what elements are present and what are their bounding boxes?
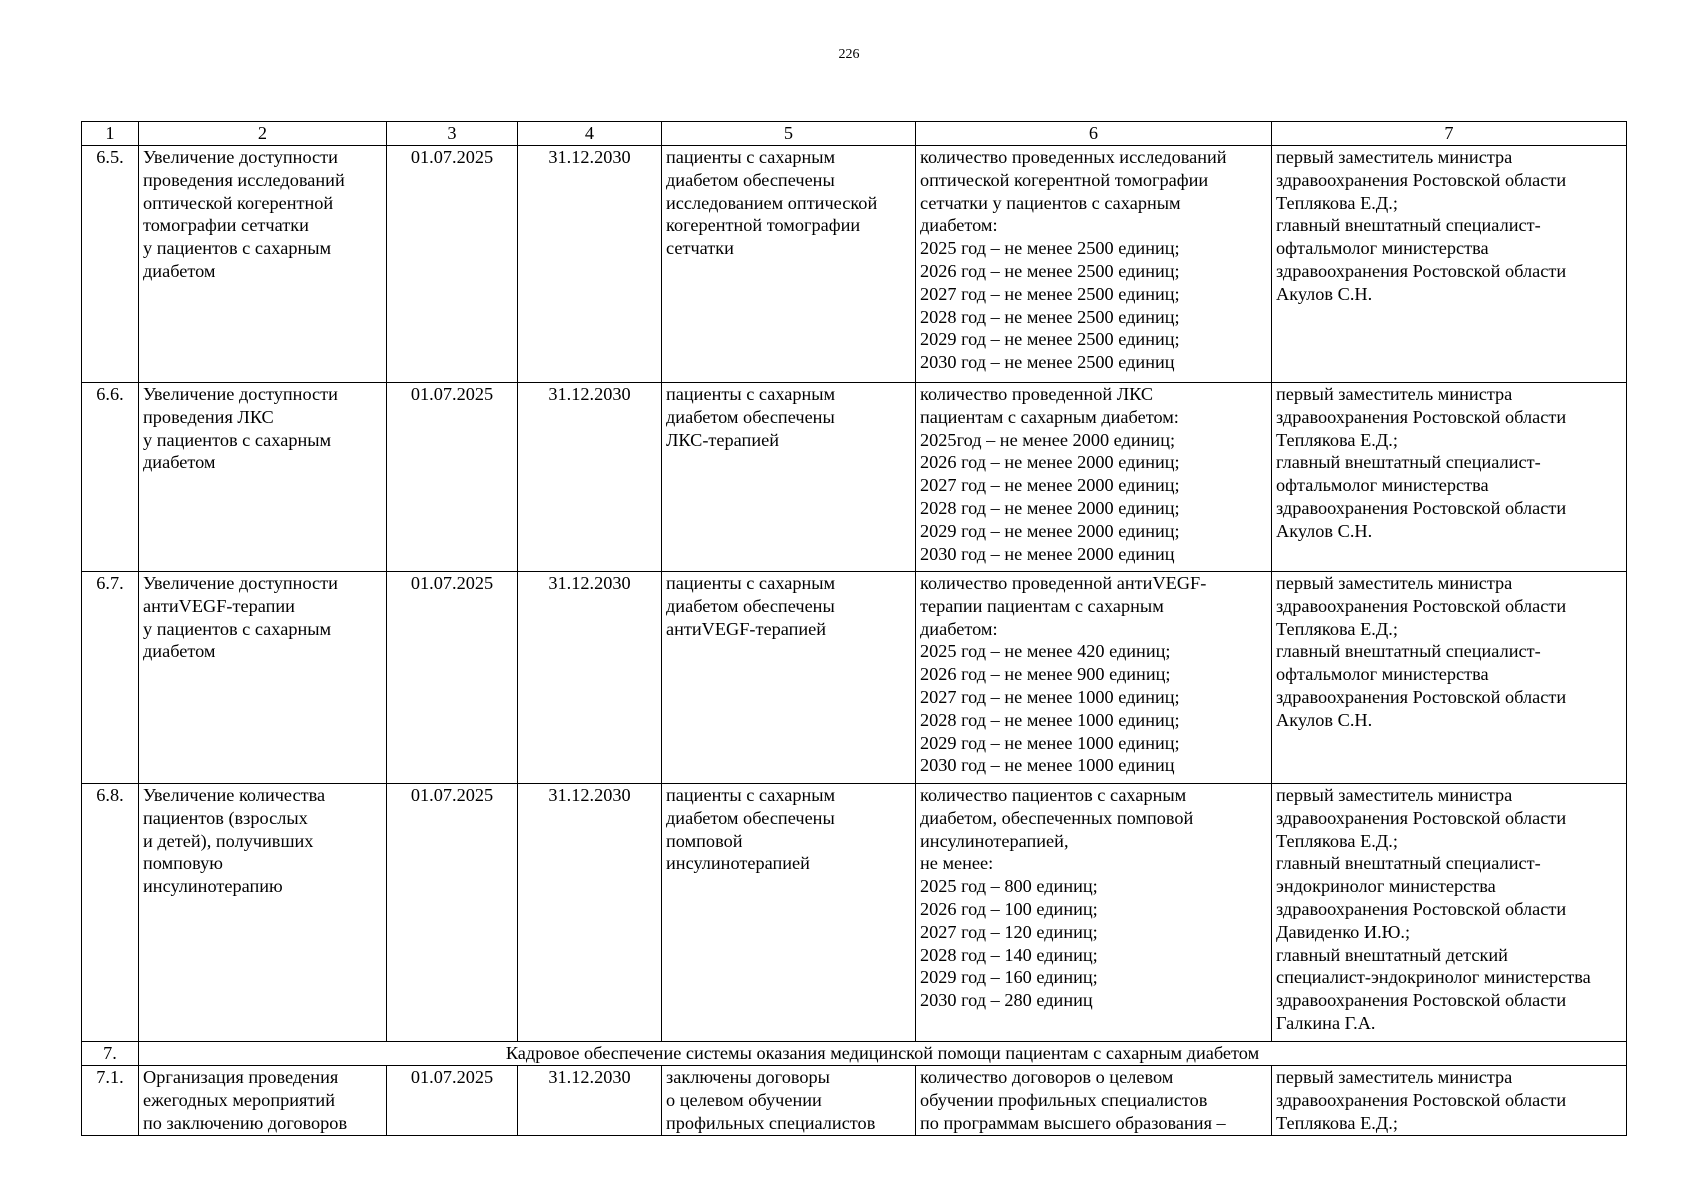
start-date: 01.07.2025: [387, 146, 518, 383]
section-number: 7.: [82, 1042, 139, 1066]
row-number: 6.8.: [82, 784, 139, 1042]
responsible: первый заместитель министра здравоохранения Ростовской области Теплякова Е.Д.; главный внештатный специалист- эндокринолог министерства здравоохранения Ростовской области Давиденко И.Ю.; главный внештатный детский специалист-эндокринолог министерства здравоохранения Ростовской области Галкина Г.А.: [1272, 784, 1627, 1042]
event-name: Увеличение доступности проведения исследований оптической когерентной томографии сетчатки у пациентов с сахарным диабетом: [139, 146, 387, 383]
indicator: количество проведенной антиVEGF- терапии пациентам с сахарным диабетом: 2025 год – не менее 420 единиц; 2026 год – не менее 900 единиц; 2027 год – не менее 1000 единиц; 2028 год – не менее 1000 единиц; 2029 год – не менее 1000 единиц; 2030 год – не менее 1000 единиц: [916, 572, 1272, 784]
table-row: [82, 1066, 1627, 1136]
end-date: 31.12.2030: [518, 383, 662, 572]
expected-result: заключены договоры о целевом обучении профильных специалистов: [662, 1066, 916, 1136]
column-header: 3: [387, 122, 518, 146]
expected-result: пациенты с сахарным диабетом обеспечены ЛКС-терапией: [662, 383, 916, 572]
responsible: первый заместитель министра здравоохранения Ростовской области Теплякова Е.Д.;: [1272, 1066, 1627, 1136]
row-number: 6.7.: [82, 572, 139, 784]
table-row: [82, 572, 1627, 784]
column-header: 1: [82, 122, 139, 146]
start-date: 01.07.2025: [387, 784, 518, 1042]
expected-result: пациенты с сахарным диабетом обеспечены антиVEGF-терапией: [662, 572, 916, 784]
event-name: Увеличение доступности антиVEGF-терапии у пациентов с сахарным диабетом: [139, 572, 387, 784]
column-header: 7: [1272, 122, 1627, 146]
expected-result: пациенты с сахарным диабетом обеспечены исследованием оптической когерентной томографии сетчатки: [662, 146, 916, 383]
column-header: 5: [662, 122, 916, 146]
end-date: 31.12.2030: [518, 784, 662, 1042]
column-header: 2: [139, 122, 387, 146]
expected-result: пациенты с сахарным диабетом обеспечены помповой инсулинотерапией: [662, 784, 916, 1042]
start-date: 01.07.2025: [387, 383, 518, 572]
table-row: [82, 383, 1627, 572]
measures-table: [81, 121, 1627, 1136]
section-row: [82, 1042, 1627, 1066]
event-name: Организация проведения ежегодных мероприятий по заключению договоров: [139, 1066, 387, 1136]
start-date: 01.07.2025: [387, 1066, 518, 1136]
table-row: [82, 146, 1627, 383]
indicator: количество проведенных исследований оптической когерентной томографии сетчатки у пациентов с сахарным диабетом: 2025 год – не менее 2500 единиц; 2026 год – не менее 2500 единиц; 2027 год – не менее 2500 единиц; 2028 год – не менее 2500 единиц; 2029 год – не менее 2500 единиц; 2030 год – не менее 2500 единиц: [916, 146, 1272, 383]
responsible: первый заместитель министра здравоохранения Ростовской области Теплякова Е.Д.; главный внештатный специалист- офтальмолог министерства здравоохранения Ростовской области Акулов С.Н.: [1272, 572, 1627, 784]
start-date: 01.07.2025: [387, 572, 518, 784]
column-header: 4: [518, 122, 662, 146]
indicator: количество договоров о целевом обучении профильных специалистов по программам высшего образования –: [916, 1066, 1272, 1136]
event-name: Увеличение количества пациентов (взрослых и детей), получивших помповую инсулинотерапию: [139, 784, 387, 1042]
responsible: первый заместитель министра здравоохранения Ростовской области Теплякова Е.Д.; главный внештатный специалист- офтальмолог министерства здравоохранения Ростовской области Акулов С.Н.: [1272, 383, 1627, 572]
end-date: 31.12.2030: [518, 146, 662, 383]
page-number: 226: [838, 47, 860, 62]
row-number: 6.6.: [82, 383, 139, 572]
indicator: количество пациентов с сахарным диабетом, обеспеченных помповой инсулинотерапией, не менее: 2025 год – 800 единиц; 2026 год – 100 единиц; 2027 год – 120 единиц; 2028 год – 140 единиц; 2029 год – 160 единиц; 2030 год – 280 единиц: [916, 784, 1272, 1042]
table-row: [82, 784, 1627, 1042]
end-date: 31.12.2030: [518, 572, 662, 784]
column-header: 6: [916, 122, 1272, 146]
event-name: Увеличение доступности проведения ЛКС у пациентов с сахарным диабетом: [139, 383, 387, 572]
row-number: 7.1.: [82, 1066, 139, 1136]
section-title: Кадровое обеспечение системы оказания медицинской помощи пациентам с сахарным диабетом: [139, 1042, 1627, 1066]
indicator: количество проведенной ЛКС пациентам с сахарным диабетом: 2025год – не менее 2000 единиц; 2026 год – не менее 2000 единиц; 2027 год – не менее 2000 единиц; 2028 год – не менее 2000 единиц; 2029 год – не менее 2000 единиц; 2030 год – не менее 2000 единиц: [916, 383, 1272, 572]
end-date: 31.12.2030: [518, 1066, 662, 1136]
row-number: 6.5.: [82, 146, 139, 383]
column-header-row: [82, 122, 1627, 146]
responsible: первый заместитель министра здравоохранения Ростовской области Теплякова Е.Д.; главный внештатный специалист- офтальмолог министерства здравоохранения Ростовской области Акулов С.Н.: [1272, 146, 1627, 383]
